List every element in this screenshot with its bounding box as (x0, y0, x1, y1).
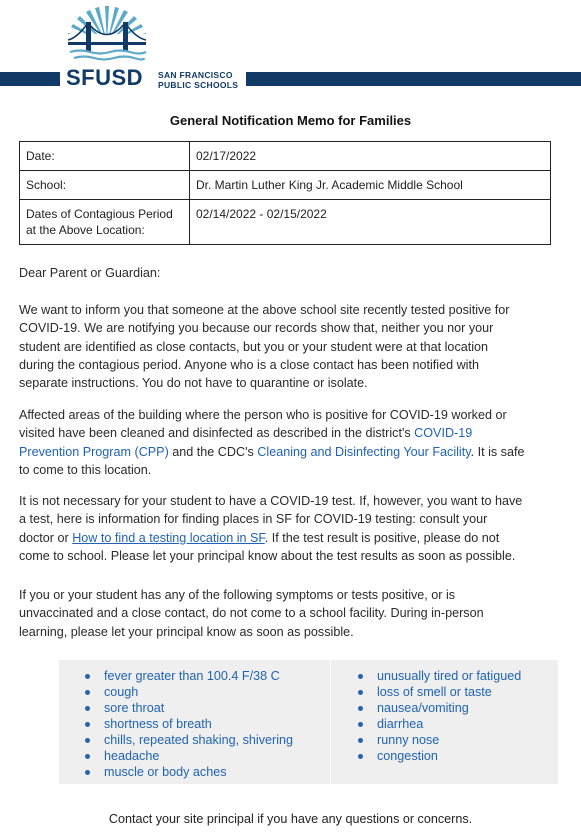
list-item (331, 748, 558, 764)
symptom-text: headache (104, 749, 160, 763)
text-line: during the contagious period. Anyone who is a close contact has been notified with (19, 357, 479, 372)
symptom-text: diarrhea (377, 717, 424, 731)
contagious-period-value: 02/14/2022 - 02/15/2022 (190, 200, 551, 245)
symptom-text: loss of smell or taste (377, 685, 492, 699)
bullet-icon (85, 738, 90, 743)
golden-gate-bridge-logo-icon (64, 4, 150, 66)
cdc-cleaning-link[interactable]: Cleaning and Disinfecting Your Facility (257, 444, 471, 459)
text-line (19, 529, 554, 547)
symptom-text: muscle or body aches (104, 765, 227, 779)
date-label: Date: (20, 142, 190, 171)
text-line: to come to this location. (19, 462, 152, 477)
testing-location-link[interactable]: How to find a testing location in SF (72, 530, 265, 545)
bullet-icon (85, 722, 90, 727)
text-line (19, 424, 554, 442)
bullet-icon (85, 770, 90, 775)
symptom-text: cough (104, 685, 139, 699)
header-band-left (0, 72, 60, 86)
contagious-period-label-line-2: at the Above Location: (26, 223, 145, 237)
bullet-icon (358, 754, 363, 759)
text-line: a test, here is information for finding places in SF for COVID-19 testing: consult your (19, 512, 488, 527)
text-span: visited have been cleaned and disinfected as described in the district's (19, 426, 415, 441)
list-item (331, 700, 558, 716)
contagious-period-label-line-1: Dates of Contagious Period (26, 207, 173, 221)
list-item (331, 684, 558, 700)
text-line: We want to inform you that someone at the above school site recently tested positive for (19, 303, 510, 317)
date-value: 02/17/2022 (190, 142, 551, 171)
symptoms-box (59, 660, 558, 784)
list-item (59, 668, 330, 684)
school-value: Dr. Martin Luther King Jr. Academic Middle School (190, 171, 551, 200)
text-line (19, 443, 554, 461)
footer-contact-note: Contact your site principal if you have any questions or concerns. (108, 812, 473, 826)
list-item (59, 748, 330, 764)
header-band-right (246, 72, 581, 86)
school-label: School: (20, 171, 190, 200)
symptom-text: runny nose (377, 733, 440, 747)
logo-org-line-1: SAN FRANCISCO (158, 70, 233, 80)
table-row (20, 142, 551, 171)
text-line: COVID-19. We are notifying you because our records show that, neither you nor your (19, 321, 494, 336)
bullet-icon (85, 754, 90, 759)
paragraph-testing (19, 492, 554, 565)
list-item (59, 700, 330, 716)
text-line: If you or your student has any of the following symptoms or tests positive, or is (19, 588, 456, 602)
cpp-link-continued[interactable]: Prevention Program (CPP) (19, 444, 169, 459)
text-line: student are identified as close contacts, but you or your student were at that location (19, 339, 489, 354)
info-table (19, 141, 551, 245)
paragraph-symptoms-intro (19, 586, 554, 641)
text-span: . It is safe (470, 444, 525, 459)
bullet-icon (85, 706, 90, 711)
bullet-icon (85, 690, 90, 695)
symptom-text: nausea/vomiting (377, 701, 469, 715)
bullet-icon (358, 722, 363, 727)
text-line: unvaccinated and a close contact, do not come to a school facility. During in-person (19, 606, 484, 621)
text-line: separate instructions. You do not have to quarantine or isolate. (19, 376, 368, 391)
symptom-text: congestion (377, 749, 438, 763)
bullet-icon (358, 674, 363, 679)
text-span: doctor or (19, 530, 73, 545)
list-item (59, 732, 330, 748)
greeting: Dear Parent or Guardian: (19, 266, 161, 280)
text-line: It is not necessary for your student to have a COVID-19 test. If, however, you want to have (19, 494, 523, 508)
paragraph-cleaning (19, 406, 554, 479)
logo-wordmark: SFUSD (66, 65, 144, 90)
logo-org-line-2: PUBLIC SCHOOLS (158, 80, 239, 90)
list-item (331, 716, 558, 732)
table-row (20, 171, 551, 200)
list-item (59, 716, 330, 732)
text-line: Affected areas of the building where the person who is positive for COVID-19 worked or (19, 408, 507, 422)
logo-org-name (158, 70, 238, 90)
table-row (20, 200, 551, 245)
symptom-text: chills, repeated shaking, shivering (104, 733, 294, 747)
bullet-icon (85, 674, 90, 679)
list-item (331, 668, 558, 684)
text-span: and the CDC's (168, 444, 258, 459)
symptoms-column-right (331, 660, 558, 784)
list-item (59, 684, 330, 700)
text-span: . If the test result is positive, please do not (264, 530, 500, 545)
paragraph-notification (19, 301, 554, 392)
text-line: learning, please let your principal know as soon as possible. (19, 624, 354, 639)
memo-title: General Notification Memo for Families (169, 113, 412, 128)
bullet-icon (358, 738, 363, 743)
symptom-text: unusually tired or fatigued (377, 669, 522, 683)
text-line: come to school. Please let your principal know about the test results as soon as possible. (19, 548, 516, 563)
list-item (331, 732, 558, 748)
list-item (59, 764, 330, 780)
symptoms-column-left (59, 660, 331, 784)
contagious-period-label (20, 200, 190, 245)
cpp-link[interactable]: COVID-19 (414, 426, 473, 441)
page-header (0, 0, 581, 100)
symptom-text: shortness of breath (104, 717, 212, 731)
bullet-icon (358, 706, 363, 711)
symptom-text: sore throat (104, 701, 165, 715)
symptom-text: fever greater than 100.4 F/38 C (104, 669, 280, 683)
bullet-icon (358, 690, 363, 695)
